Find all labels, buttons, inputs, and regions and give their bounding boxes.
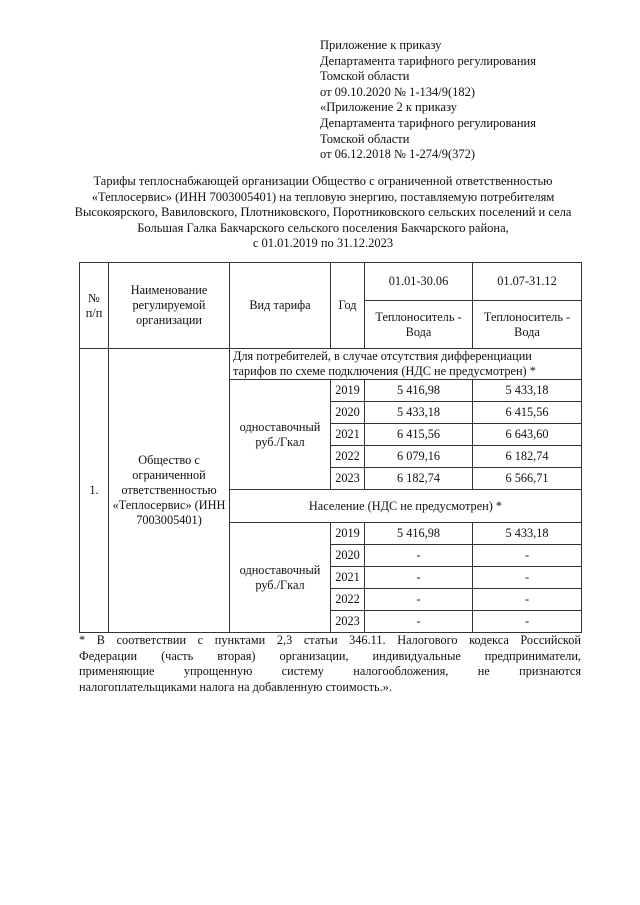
footnote — [79, 633, 581, 695]
year-cell: 2019 — [331, 380, 365, 402]
header-line: Департамента тарифного регулирования — [320, 115, 536, 130]
table-header-row — [80, 263, 582, 301]
tariff-value: 6 182,74 — [473, 446, 582, 468]
footnote-line: Федерации (часть вторая) организации, индивидуальные предприниматели, — [79, 648, 581, 663]
appendix-header — [320, 38, 536, 163]
tariff-value: - — [473, 567, 582, 589]
table-row — [80, 349, 582, 380]
tariff-value: 6 643,60 — [473, 424, 582, 446]
tariff-value: 6 182,74 — [365, 468, 473, 490]
tariff-value: - — [473, 589, 582, 611]
organization-name: Общество с ограниченной ответственностью «Теплосервис» (ИНН 7003005401) — [109, 349, 230, 633]
title-line: Высокоярского, Вавиловского, Плотниковского, Поротниковского сельских поселений и села — [74, 205, 572, 220]
tariff-value: - — [365, 567, 473, 589]
tariff-value: 6 415,56 — [365, 424, 473, 446]
year-cell: 2023 — [331, 611, 365, 633]
year-cell: 2023 — [331, 468, 365, 490]
tariff-table — [79, 262, 582, 633]
year-cell: 2020 — [331, 402, 365, 424]
header-line: Томской области — [320, 131, 410, 146]
col-header-period-1: 01.01-30.06 — [365, 263, 473, 301]
section-1-tariff-type: одноставочный руб./Гкал — [230, 380, 331, 490]
col-header-number: № п/п — [80, 263, 109, 349]
year-cell: 2022 — [331, 446, 365, 468]
col-header-organization: Наименование регулируемой организации — [109, 263, 230, 349]
header-line: Департамента тарифного регулирования — [320, 53, 536, 68]
title-line: «Теплосервис» (ИНН 7003005401) на тепловую энергию, поставляемую потребителям — [91, 189, 555, 204]
col-header-carrier-1: Теплоноситель - Вода — [365, 301, 473, 349]
col-header-tariff-type: Вид тарифа — [230, 263, 331, 349]
col-header-carrier-2: Теплоноситель - Вода — [473, 301, 582, 349]
row-number: 1. — [80, 349, 109, 633]
header-line: от 09.10.2020 № 1-134/9(182) — [320, 84, 476, 99]
tariff-value: 5 433,18 — [473, 380, 582, 402]
tariff-value: 6 079,16 — [365, 446, 473, 468]
section-1-title: Для потребителей, в случае отсутствия дифференциации тарифов по схеме подключения (НДС не предусмотрен) * — [230, 349, 582, 380]
tariff-value: 5 433,18 — [473, 523, 582, 545]
year-cell: 2019 — [331, 523, 365, 545]
year-cell: 2021 — [331, 424, 365, 446]
footnote-line: применяющие упрощенную систему налогообложения, не признаются — [79, 664, 581, 678]
document-title — [40, 174, 606, 252]
section-2-tariff-type: одноставочный руб./Гкал — [230, 523, 331, 633]
year-cell: 2022 — [331, 589, 365, 611]
tariff-value: - — [365, 545, 473, 567]
tariff-value: 5 416,98 — [365, 380, 473, 402]
tariff-value: - — [365, 589, 473, 611]
year-cell: 2021 — [331, 567, 365, 589]
title-line: Тарифы теплоснабжающей организации Общество с ограниченной ответственностью — [93, 174, 553, 188]
year-cell: 2020 — [331, 545, 365, 567]
tariff-value: 6 566,71 — [473, 468, 582, 490]
tariff-value: 5 416,98 — [365, 523, 473, 545]
header-line: от 06.12.2018 № 1-274/9(372) — [320, 147, 476, 162]
tariff-value: 5 433,18 — [365, 402, 473, 424]
title-line: Большая Галка Бакчарского сельского поселения Бакчарского района, — [137, 220, 509, 235]
footnote-line: * В соответствии с пунктами 2,3 статьи 346.11. Налогового кодекса Российской — [79, 633, 581, 647]
header-line: Томской области — [320, 69, 410, 84]
title-line: с 01.01.2019 по 31.12.2023 — [252, 236, 394, 251]
section-2-title: Население (НДС не предусмотрен) * — [230, 490, 582, 523]
tariff-value: - — [473, 545, 582, 567]
tariff-value: 6 415,56 — [473, 402, 582, 424]
col-header-period-2: 01.07-31.12 — [473, 263, 582, 301]
header-line: «Приложение 2 к приказу — [320, 100, 458, 115]
header-line: Приложение к приказу — [320, 38, 442, 52]
tariff-value: - — [365, 611, 473, 633]
col-header-year: Год — [331, 263, 365, 349]
footnote-line: налогоплательщиками налога на добавленную стоимость.». — [79, 679, 392, 694]
tariff-value: - — [473, 611, 582, 633]
